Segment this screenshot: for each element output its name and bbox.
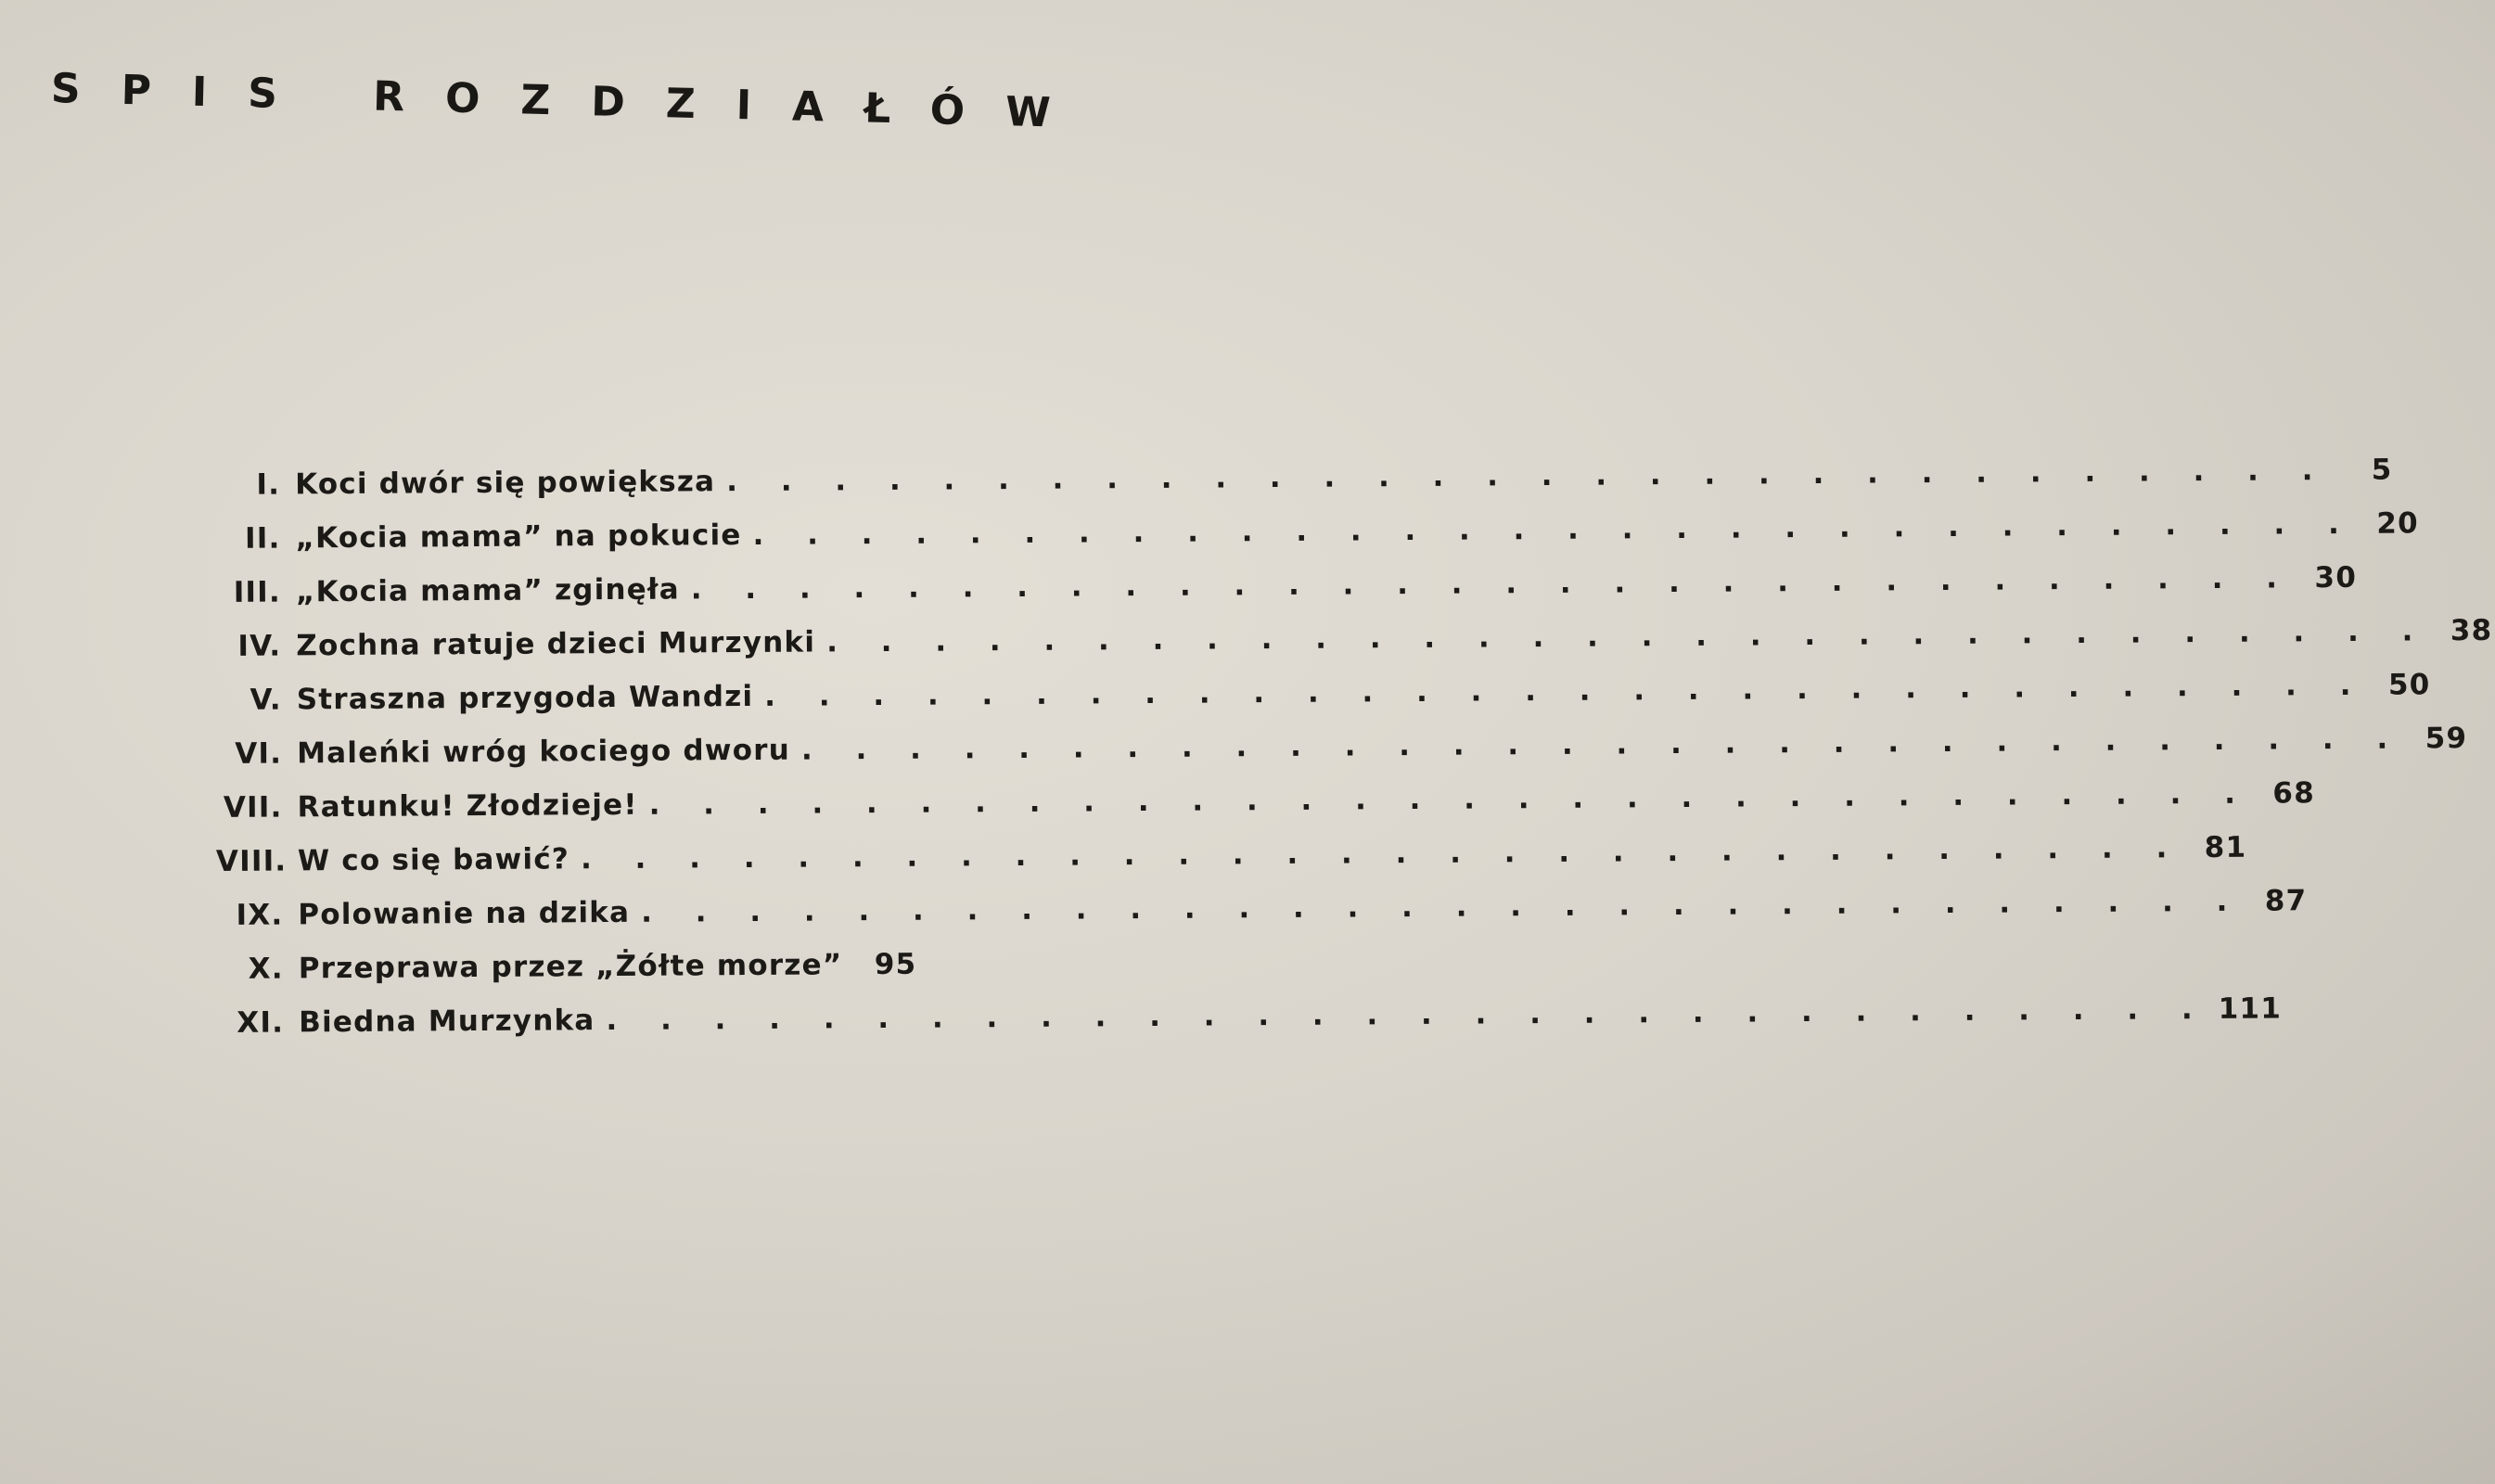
toc-entry: [215, 722, 2468, 791]
dot-leader: . . . . . . . . . . . . . . . . . . . . . . . . . . . . . .: [764, 668, 2368, 713]
chapter-number: IX.: [236, 898, 284, 932]
page-number: 38: [2450, 613, 2493, 648]
toc-entry: [216, 884, 2308, 953]
page-number: 68: [2272, 776, 2316, 811]
dot-leader: . . . . . . . . . . . . . . . . . . . . . . . . . . . . . .: [641, 884, 2245, 929]
page-number: 5: [2371, 453, 2393, 487]
page-number: 87: [2264, 884, 2308, 918]
chapter-number: XI.: [237, 1005, 285, 1040]
chapter-title: „Kocia mama” na pokucie: [295, 518, 742, 556]
toc-entry: [214, 560, 2358, 630]
toc-entry: [215, 668, 2431, 737]
toc-entry: [214, 613, 2493, 684]
chapter-title: Koci dwór się powiększa: [294, 465, 716, 502]
toc-entry: [215, 830, 2247, 899]
chapter-title: Przeprawa przez „Żółte morze”: [298, 948, 843, 986]
chapter-number: II.: [244, 521, 281, 556]
page-number: 111: [2218, 991, 2283, 1026]
toc-entry: [217, 947, 917, 1006]
toc-entry: [213, 453, 2393, 522]
chapter-title: Maleńki wróg kociego dworu: [297, 733, 791, 771]
page-number: 95: [874, 947, 917, 982]
chapter-number: V.: [250, 683, 282, 717]
chapter-number: VIII.: [215, 844, 288, 878]
chapter-number: VII.: [223, 790, 283, 825]
dot-leader: . . . . . . . . . . . . . . . . . . . . . . . . . . . . . .: [690, 561, 2295, 607]
dot-leader: . . . . . . . . . . . . . . . . . . . . . . . . . . . . . .: [752, 506, 2356, 552]
chapter-title: Polowanie na dzika: [298, 895, 631, 932]
chapter-number: X.: [248, 952, 284, 986]
toc-entry: [213, 506, 2419, 576]
chapter-title: Biedna Murzynka: [299, 1004, 595, 1040]
page-number: 81: [2204, 830, 2247, 865]
dot-leader: . . . . . . . . . . . . . . . . . . . . . . . . . . . . . .: [580, 831, 2184, 876]
chapter-number: VI.: [235, 736, 283, 771]
dot-leader: . . . . . . . . . . . . . . . . . . . . . . . . . . . . . .: [606, 991, 2209, 1038]
toc-entry: [215, 776, 2316, 845]
chapter-number: IV.: [237, 629, 282, 663]
chapter-title: Zochna ratuje dzieci Murzynki: [296, 625, 816, 663]
dot-leader: . . . . . . . . . . . . . . . . . . . . . . . . . . . . . .: [726, 454, 2330, 499]
page-number: 50: [2387, 668, 2431, 702]
toc-entry: [217, 991, 2283, 1060]
dot-leader: . . . . . . . . . . . . . . . . . . . . . . . . . . . . . .: [800, 722, 2405, 767]
dot-leader: . . . . . . . . . . . . . . . . . . . . . . . . . . . . . .: [648, 776, 2253, 822]
dot-leader: . . . . . . . . . . . . . . . . . . . . . . . . . . . . . .: [825, 614, 2430, 659]
table-of-contents: [213, 453, 2493, 1060]
page-number: 20: [2376, 506, 2419, 541]
chapter-number: III.: [233, 575, 282, 609]
chapter-title: Ratunku! Złodzieje!: [297, 787, 638, 825]
page-number: 30: [2314, 560, 2358, 595]
chapter-title: Straszna przygoda Wandzi: [296, 679, 754, 717]
chapter-title: „Kocia mama” zginęła: [295, 572, 680, 609]
chapter-title: W co się bawić?: [297, 842, 570, 878]
page-title: SPIS ROZDZIAŁÓW: [50, 65, 1093, 138]
page-number: 59: [2425, 722, 2468, 756]
chapter-number: I.: [256, 467, 281, 502]
